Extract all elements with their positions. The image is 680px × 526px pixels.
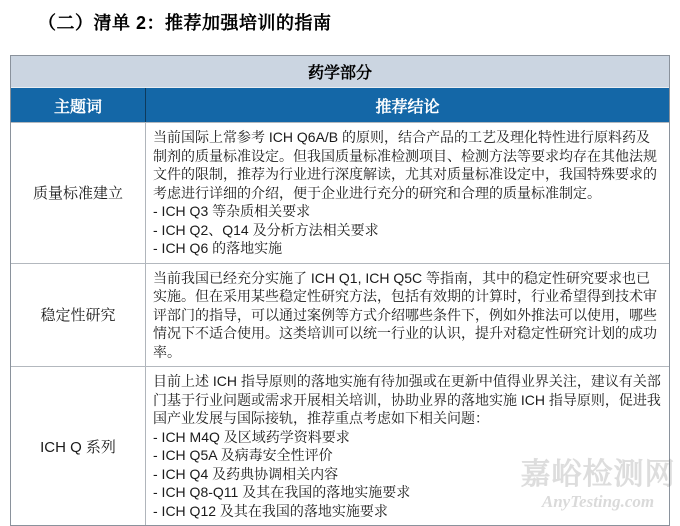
bullet-line: - ICH M4Q 及区域药学资料要求: [153, 428, 350, 445]
conclusion-cell: [146, 367, 669, 525]
conclusion-paragraph: 目前上述 ICH 指导原则的落地实施有待加强或在更新中值得业界关注，建议有关部门基于行业问题或需求开展相关培训，协助业界的落地实施 ICH 指导原则，促进我国产业发展与国际接轨，推荐重点考虑如下相关问题：: [153, 373, 661, 426]
topic-cell: ICH Q 系列: [11, 367, 146, 525]
watermark-site-name: 嘉峪检测网: [520, 458, 676, 491]
table-row: [11, 122, 669, 263]
guide-table: [10, 55, 670, 526]
watermark-site-url: AnyTesting.com: [541, 492, 655, 511]
conclusion-cell: [146, 123, 669, 263]
page-title: （二）清单 2：推荐加强培训的指南: [38, 13, 332, 33]
conclusion-cell: [146, 264, 669, 367]
conclusion-paragraph: 当前国际上常参考 ICH Q6A/B 的原则，结合产品的工艺及理化特性进行原料药及制剂的质量标准设定。但我国质量标准检测项目、检测方法等要求均存在其他法规文件的限制，推荐为行业进行深度解读，尤其对质量标准设定中，我国特殊要求的考虑进行详细的介绍，便于企业进行充分的研究和合理的质量标准制定。: [153, 129, 657, 201]
table-column-header-row: [11, 88, 669, 122]
table-section-header: 药学部分: [11, 56, 669, 88]
bullet-line: - ICH Q8-Q11 及其在我国的落地实施要求: [153, 484, 411, 500]
column-header-conclusion: 推荐结论: [375, 98, 440, 116]
column-header-topic: 主题词: [11, 88, 146, 122]
bullet-line: - ICH Q2、Q14 及分析方法相关要求: [153, 221, 379, 238]
topic-cell: 稳定性研究: [11, 264, 146, 367]
topic-cell: 质量标准建立: [11, 123, 146, 263]
table-row: [11, 263, 669, 367]
bullet-line: - ICH Q6 的落地实施: [153, 240, 283, 256]
table-row: [11, 366, 669, 525]
bullet-line: - ICH Q4 及药典协调相关内容: [153, 465, 339, 482]
conclusion-paragraph: 当前我国已经充分实施了 ICH Q1, ICH Q5C 等指南，其中的稳定性研究要求也已实施。但在采用某些稳定性研究方法，包括有效期的计算时，行业希望得到技术审评部门的指导，可以通过案例等方式介绍哪些条件下，例如外推法可以使用，哪些情况下不适合使用。这类培训可以统一行业的认识，提升对稳定性研究计划的成功率。: [153, 269, 657, 360]
bullet-line: - ICH Q3 等杂质相关要求: [153, 203, 311, 219]
bullet-line: - ICH Q12 及其在我国的落地实施要求: [153, 502, 388, 519]
bullet-line: - ICH Q5A 及病毒安全性评价: [153, 447, 333, 463]
